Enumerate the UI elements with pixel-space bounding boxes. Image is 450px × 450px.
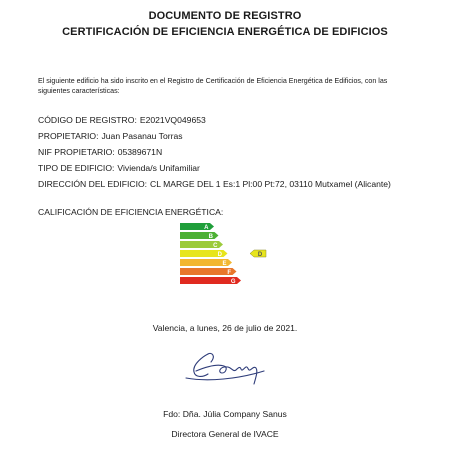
field-value: 05389671N (117, 147, 163, 157)
field-propietario (38, 131, 183, 141)
energy-class-bar-a (180, 223, 214, 230)
energy-class-letter: D (217, 251, 222, 258)
energy-rating-scale (176, 221, 276, 289)
field-value: Vivienda/s Unifamiliar (117, 163, 200, 173)
field-label: CÓDIGO DE REGISTRO: (38, 115, 137, 125)
field-value: E2021VQ049653 (139, 115, 206, 125)
energy-rating-letter: D (257, 251, 263, 258)
field-label: NIF PROPIETARIO: (38, 147, 115, 157)
field-label: PROPIETARIO: (38, 131, 99, 141)
energy-class-letter: A (204, 224, 209, 231)
field-label: DIRECCIÓN DEL EDIFICIO: (38, 179, 148, 189)
field-label: TIPO DE EDIFICIO: (38, 163, 115, 173)
energy-class-letter: G (230, 278, 236, 285)
field-direccion (38, 179, 391, 189)
energy-class-letter: B (208, 233, 213, 240)
energy-class-letter: F (227, 269, 231, 276)
energy-class-letter: C (213, 242, 218, 249)
signer-name: Fdo: Dña. Júlia Company Sanus (163, 409, 287, 419)
energy-class-letter: E (222, 260, 227, 267)
field-nif (38, 147, 162, 157)
calificacion-label: CALIFICACIÓN DE EFICIENCIA ENERGÉTICA: (38, 207, 224, 217)
document-subtitle: CERTIFICACIÓN DE EFICIENCIA ENERGÉTICA DE EDIFICIOS (62, 26, 388, 38)
field-registro (38, 115, 206, 125)
signature-icon (178, 344, 274, 394)
document-title: DOCUMENTO DE REGISTRO (148, 10, 302, 22)
field-value: CL MARGE DEL 1 Es:1 Pl:00 Pt:72, 03110 Mutxamel (Alicante) (150, 179, 391, 189)
intro-paragraph: El siguiente edificio ha sido inscrito en el Registro de Certificación de Eficiencia Energética de Edificios, con las siguientes características: (38, 77, 388, 95)
field-value: Juan Pasanau Torras (101, 131, 183, 141)
date-line: Valencia, a lunes, 26 de julio de 2021. (152, 323, 298, 333)
signer-role: Directora General de IVACE (171, 429, 279, 439)
field-tipo-edificio (38, 163, 200, 173)
